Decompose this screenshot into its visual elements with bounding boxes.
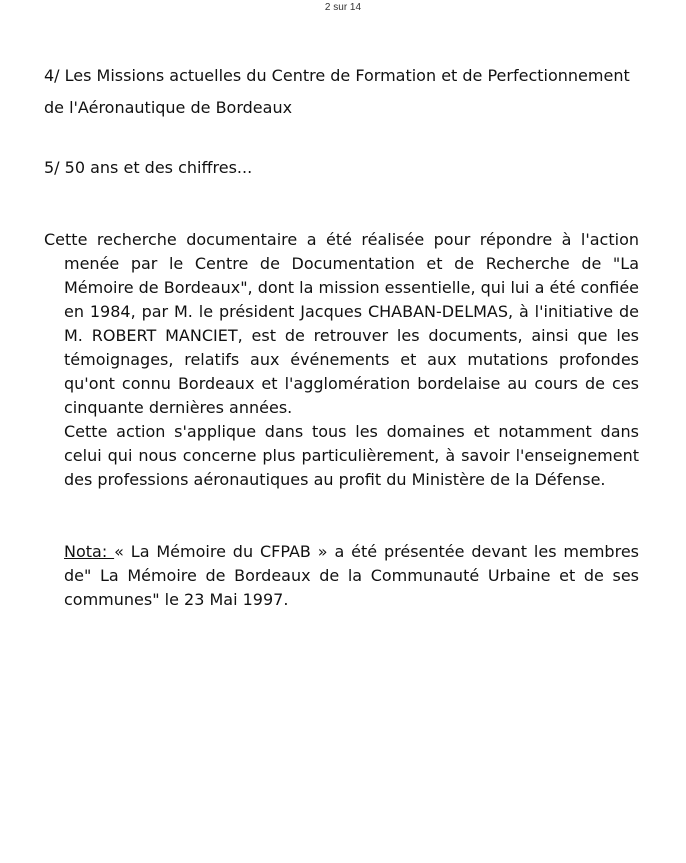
document-body [44,64,639,612]
nota-text: « La Mémoire du CFPAB » a été présentée devant les membres de" La Mémoire de Bordeaux de la Communauté Urbaine et de ses communes" le 23 Mai 1997. [64,542,639,609]
research-section [44,228,639,492]
section-5-heading: 5/ 50 ans et des chiffres... [44,158,253,177]
nota-paragraph [64,540,639,612]
page-indicator: 2 sur 14 [324,2,362,13]
section-4-heading: 4/ Les Missions actuelles du Centre de Formation et de Perfectionnement [44,66,630,85]
section-4-heading-continuation: de l'Aéronautique de Bordeaux [44,98,293,117]
action-paragraph: Cette action s'applique dans tous les domaines et notamment dans celui qui nous concerne plus particulièrement, à savoir l'enseignement des professions aéronautiques au profit du Ministère de la Défense. [64,422,639,489]
nota-label: Nota: [64,542,115,561]
research-paragraph: Cette recherche documentaire a été réalisée pour répondre à l'action menée par le Centre de Documentation et de Recherche de "La Mémoire de Bordeaux", dont la mission essentielle, qui lui a été confiée en 1984, par M. le président Jacques CHABAN-DELMAS, à l'initiative de M. ROBERT MANCIET, est de retrouver les documents, ainsi que les témoignages, relatifs aux événements et aux mutations profondes qu'ont connu Bordeaux et l'agglomération bordelaise au cours de ces cinquante dernières années. [44,230,640,417]
